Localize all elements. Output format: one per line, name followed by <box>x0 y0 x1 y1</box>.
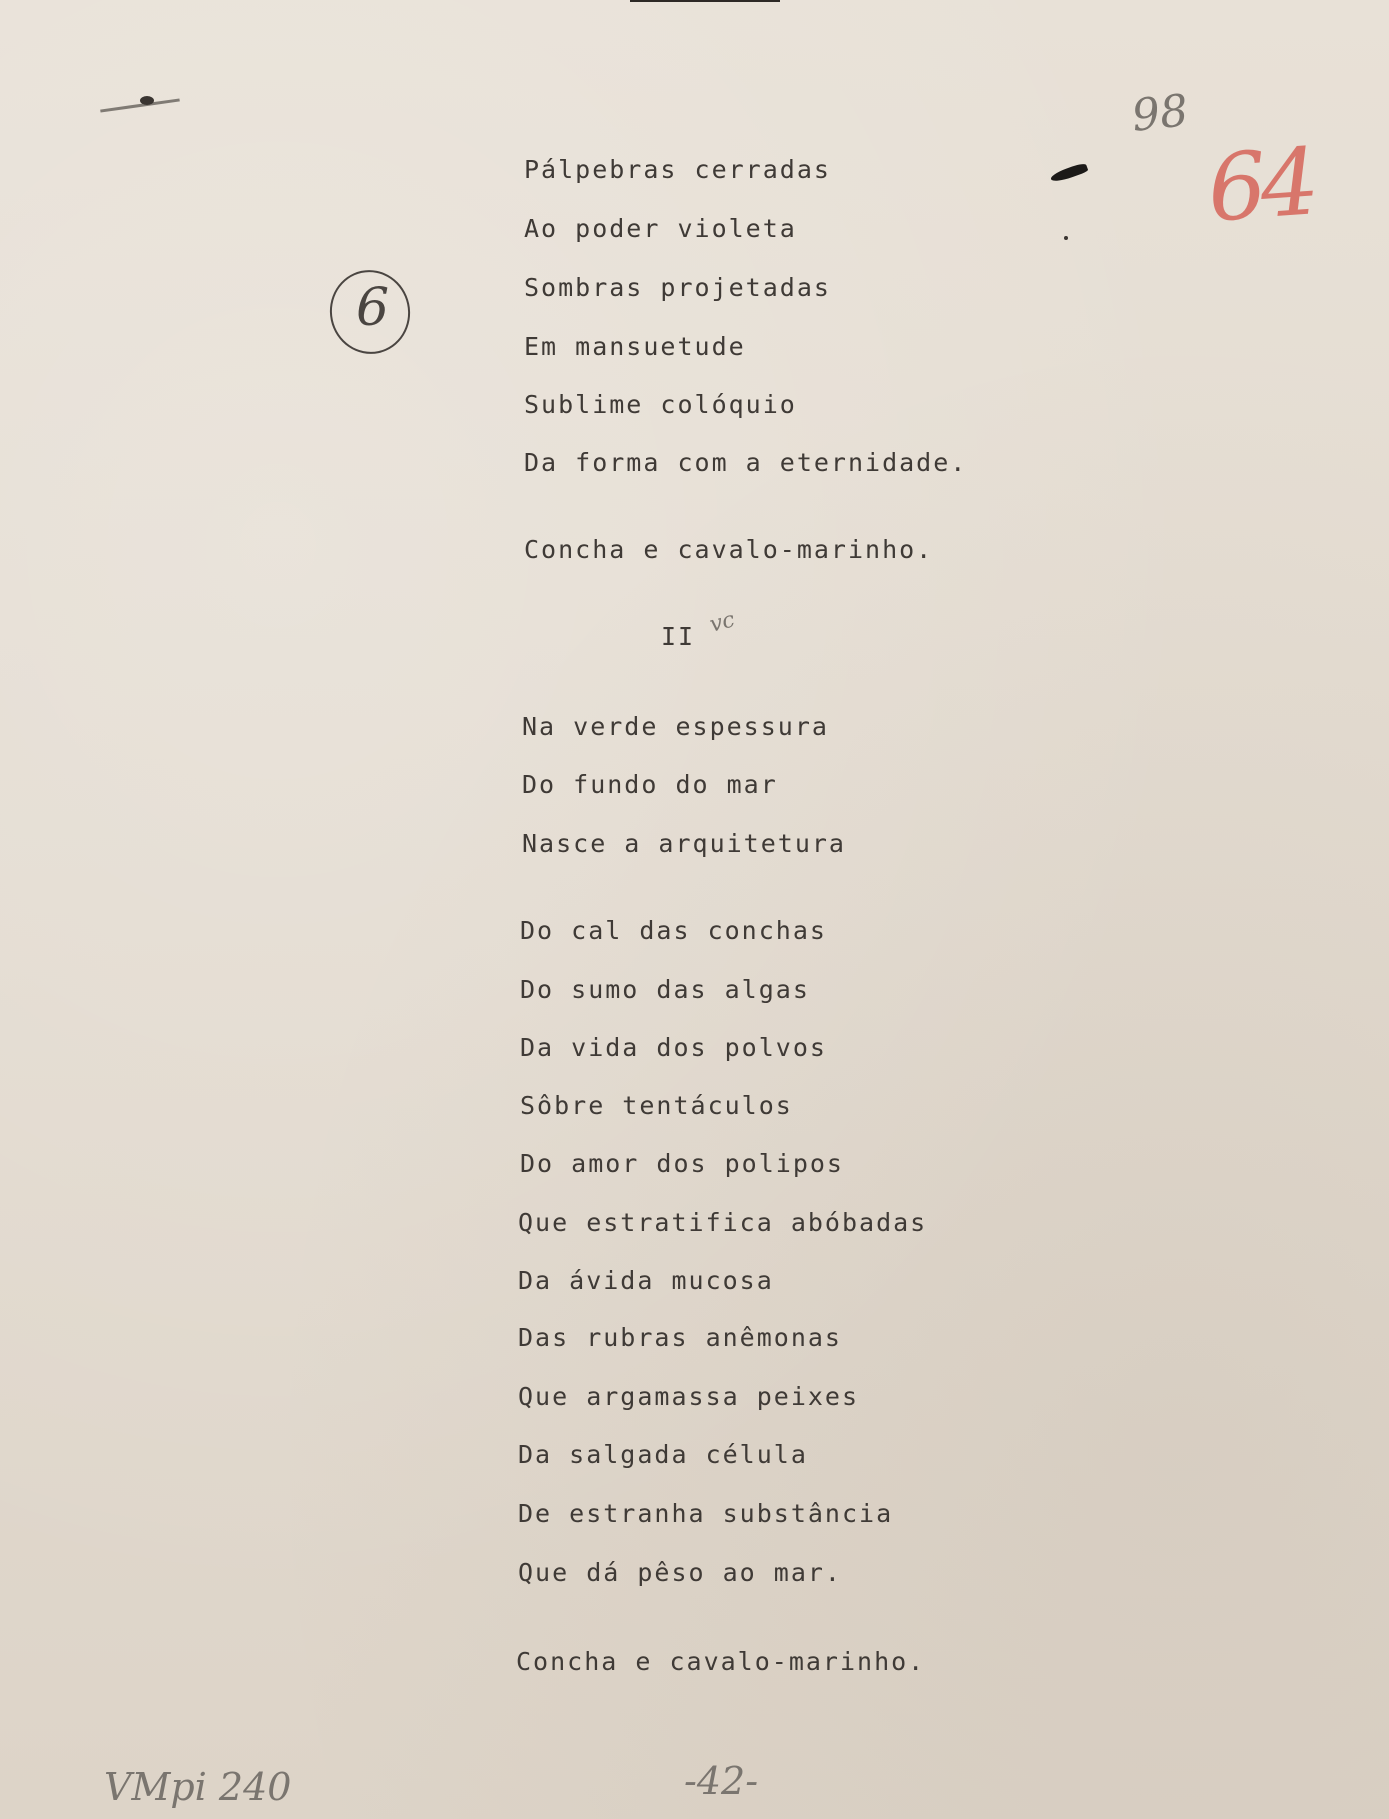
poem-line: Na verde espessura <box>522 712 829 741</box>
section-annotation: vc <box>707 607 738 638</box>
archive-number-gray: 98 <box>1129 85 1191 142</box>
poem-line: Sôbre tentáculos <box>520 1091 793 1120</box>
poem-refrain: Concha e cavalo-marinho. <box>516 1647 926 1676</box>
poem-line: Do cal das conchas <box>520 916 827 945</box>
ink-dot-right <box>1064 236 1068 240</box>
poem-refrain: Concha e cavalo-marinho. <box>524 535 934 564</box>
archive-shelfmark: VMpi 240 <box>104 1765 292 1809</box>
poem-line: Que estratifica abóbadas <box>518 1208 928 1237</box>
poem-line: Do amor dos polipos <box>520 1149 844 1178</box>
poem-line: Da salgada célula <box>518 1440 808 1469</box>
poem-line: Sublime colóquio <box>524 390 797 419</box>
section-heading: II <box>661 622 696 651</box>
ink-blot-top-left-dot <box>140 96 154 105</box>
ink-blot-right <box>1049 162 1088 184</box>
poem-line: Ao poder violeta <box>524 214 797 243</box>
poem-line: Do sumo das algas <box>520 975 810 1004</box>
poem-line: De estranha substância <box>518 1499 894 1528</box>
poem-line: Da forma com a eternidade. <box>524 448 968 477</box>
page-number: -42- <box>684 1759 759 1803</box>
poem-line: Pálpebras cerradas <box>524 155 831 184</box>
poem-line: Do fundo do mar <box>522 770 778 799</box>
poem-line: Em mansuetude <box>524 332 746 361</box>
poem-line: Da vida dos polvos <box>520 1033 827 1062</box>
poem-line: Nasce a arquitetura <box>522 829 846 858</box>
poem-line: Sombras projetadas <box>524 273 831 302</box>
poem-line: Da ávida mucosa <box>518 1266 774 1295</box>
circled-number: 6 <box>356 278 390 338</box>
poem-line: Das rubras anêmonas <box>518 1323 842 1352</box>
top-edge-mark <box>630 0 780 2</box>
archive-number-red: 64 <box>1204 128 1317 243</box>
poem-line: Que argamassa peixes <box>518 1382 860 1411</box>
poem-line: Que dá pêso ao mar. <box>518 1558 842 1587</box>
